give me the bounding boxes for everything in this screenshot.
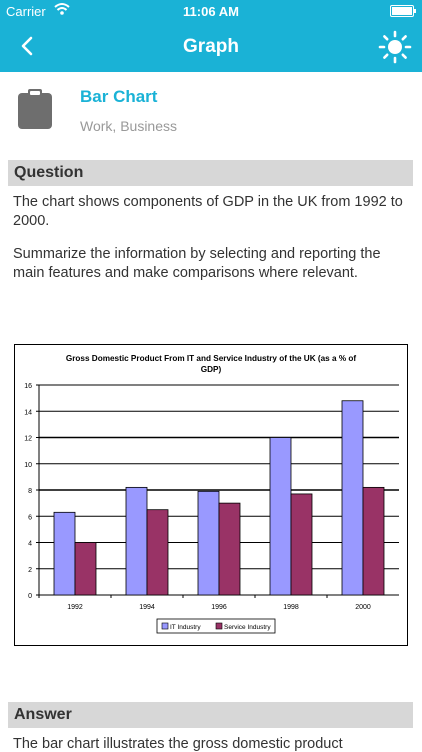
x-tick-label: 1996 bbox=[211, 604, 227, 611]
bar bbox=[270, 438, 291, 596]
bar bbox=[363, 487, 384, 595]
nav-bar bbox=[0, 22, 422, 72]
bar bbox=[219, 503, 240, 595]
y-tick-label: 6 bbox=[28, 514, 32, 522]
status-bar bbox=[0, 0, 422, 22]
bar bbox=[342, 401, 363, 595]
question-section-header bbox=[8, 160, 413, 186]
answer-section-header bbox=[8, 702, 413, 728]
legend-swatch bbox=[216, 623, 222, 629]
page-title: Graph bbox=[183, 36, 239, 57]
y-tick-label: 4 bbox=[28, 540, 32, 548]
legend-label: Service Industry bbox=[224, 624, 271, 631]
x-tick-label: 1994 bbox=[139, 604, 155, 611]
y-tick-label: 12 bbox=[24, 435, 32, 443]
y-tick-label: 8 bbox=[28, 488, 32, 495]
y-tick-label: 2 bbox=[28, 566, 32, 574]
bar bbox=[198, 491, 219, 595]
bar-chart bbox=[14, 344, 408, 646]
battery-icon bbox=[390, 5, 414, 17]
bar-chart-svg bbox=[15, 345, 407, 645]
x-tick-label: 1992 bbox=[67, 604, 83, 611]
legend-label: IT Industry bbox=[170, 624, 201, 631]
y-tick-label: 10 bbox=[24, 461, 32, 469]
question-text-1: The chart shows components of GDP in the UK from 1992 to 2000. bbox=[13, 194, 403, 229]
carrier-label: Carrier bbox=[6, 4, 46, 19]
topic-header bbox=[0, 72, 422, 160]
x-tick-label: 2000 bbox=[355, 604, 371, 611]
y-tick-label: 16 bbox=[24, 383, 32, 390]
clipboard-icon bbox=[18, 89, 52, 129]
clock: 11:06 AM bbox=[183, 4, 239, 19]
chart-title-line2: GDP) bbox=[200, 365, 222, 374]
bar bbox=[54, 512, 75, 595]
legend-swatch bbox=[162, 623, 168, 629]
bar bbox=[75, 543, 96, 596]
answer-text: The bar chart illustrates the gross domestic product bbox=[13, 736, 343, 752]
answer-heading: Answer bbox=[14, 706, 72, 723]
topic-category: Work, Business bbox=[80, 118, 177, 134]
bar bbox=[291, 494, 312, 595]
question-heading: Question bbox=[14, 164, 84, 181]
question-text-2: Summarize the information by selecting and reporting the main features and make comparisons where relevant. bbox=[13, 246, 381, 281]
y-tick-label: 14 bbox=[24, 409, 32, 417]
bar bbox=[126, 487, 147, 595]
y-tick-label: 0 bbox=[28, 593, 32, 600]
bar bbox=[147, 510, 168, 595]
x-tick-label: 1998 bbox=[283, 604, 299, 611]
brightness-icon[interactable] bbox=[378, 30, 412, 64]
topic-title: Bar Chart bbox=[80, 87, 158, 106]
chart-title-line1: Gross Domestic Product From IT and Service Industry of the UK (as a % of bbox=[65, 354, 357, 363]
